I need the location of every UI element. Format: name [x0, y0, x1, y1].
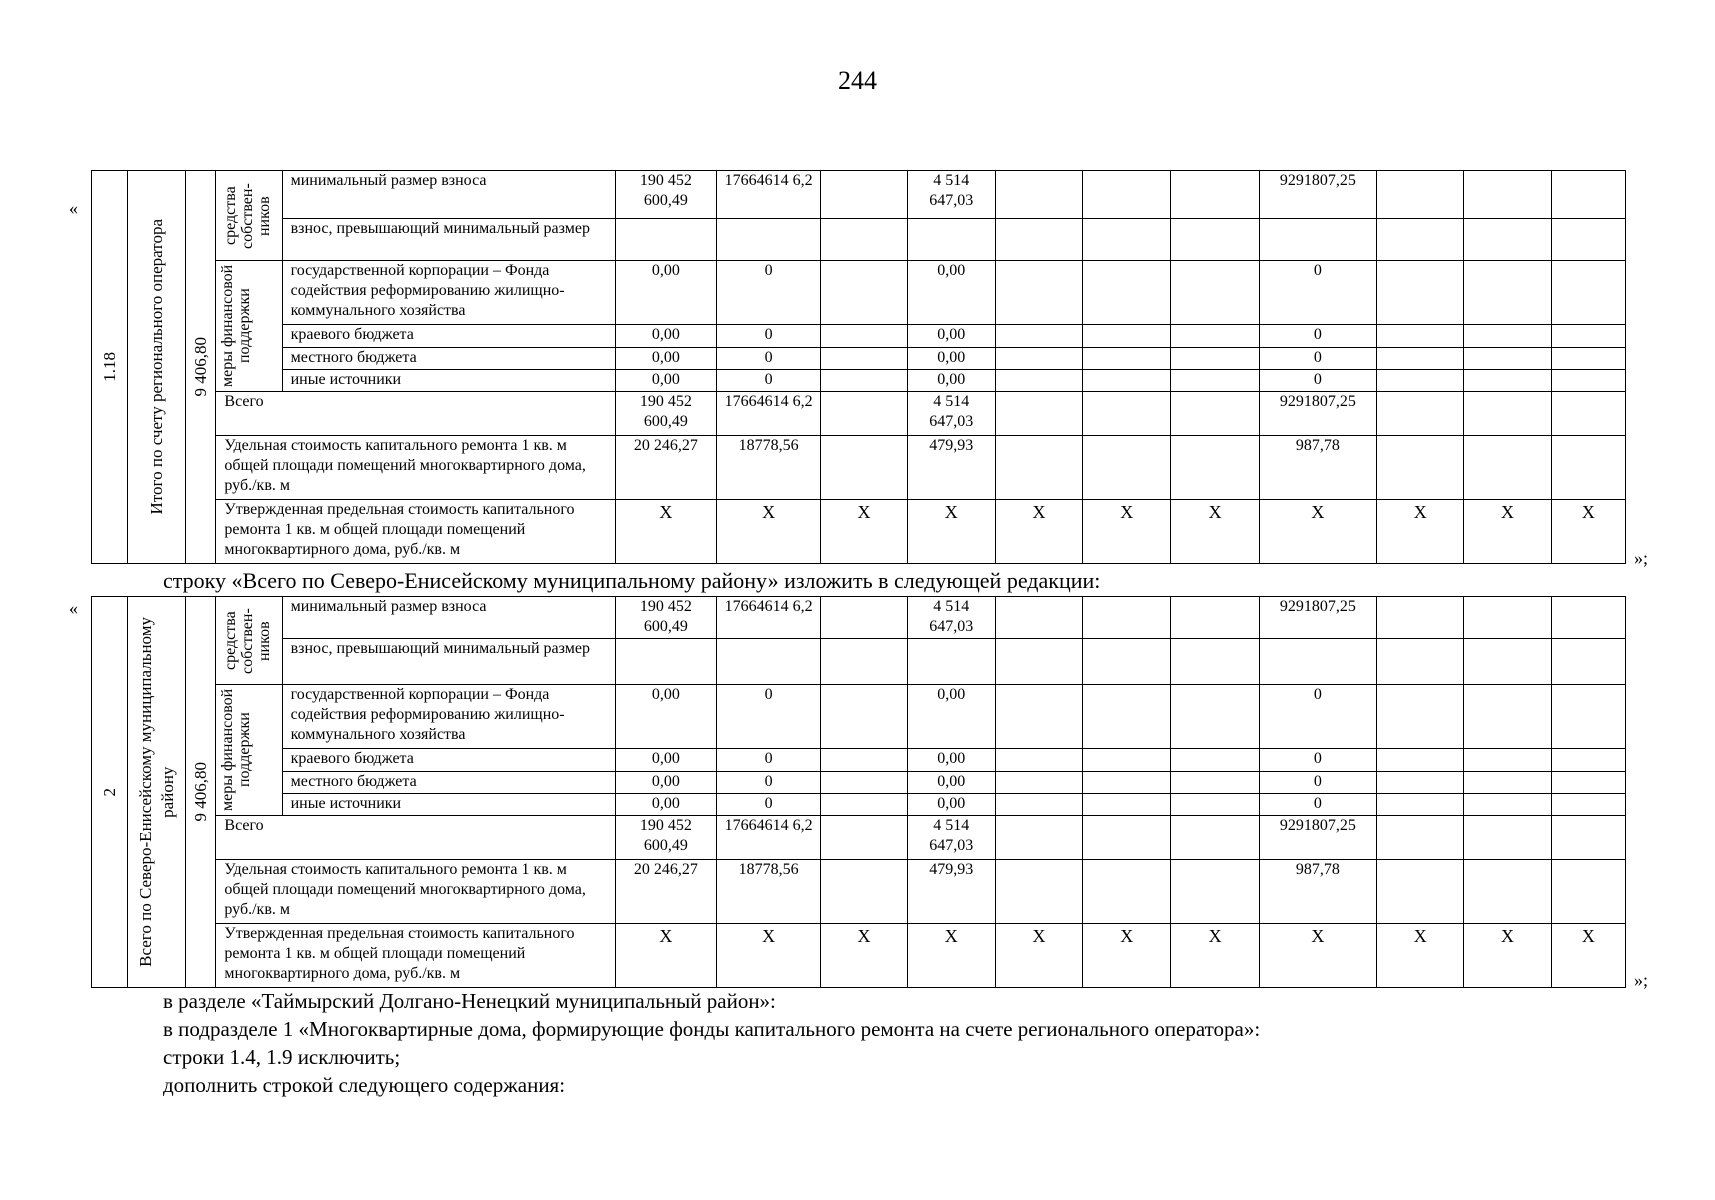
- x-cell: Х: [821, 500, 907, 564]
- label-total: Всего: [216, 392, 615, 436]
- cell: 17664614 6,2: [717, 816, 821, 860]
- cell: [1464, 749, 1551, 771]
- label-limit: Утвержденная предельная стоимость капитального ремонта 1 кв. м общей площади помещений многоквартирного дома, руб./кв. м: [216, 924, 615, 988]
- cell: [1464, 597, 1551, 639]
- cell: [1083, 325, 1171, 347]
- cell: [717, 219, 821, 261]
- cell: [1083, 816, 1171, 860]
- cell: [1083, 749, 1171, 771]
- cell: [1171, 325, 1259, 347]
- cell: 18778,56: [717, 860, 821, 924]
- cell: [1171, 436, 1259, 500]
- cell: 0: [717, 347, 821, 369]
- row-number: 1.18: [99, 352, 119, 382]
- cell: [1551, 749, 1625, 771]
- cell: [1083, 436, 1171, 500]
- label-total: Всего: [216, 816, 615, 860]
- cell: [1464, 685, 1551, 749]
- cell: [1551, 597, 1625, 639]
- cell: [821, 860, 907, 924]
- support-group-cell: [216, 685, 282, 816]
- cell: 987,78: [1259, 860, 1376, 924]
- cell: [1377, 597, 1464, 639]
- cell: [1171, 860, 1259, 924]
- x-cell: Х: [1083, 924, 1171, 988]
- cell: [1377, 392, 1464, 436]
- cell: 0: [1259, 749, 1376, 771]
- x-cell: Х: [1083, 500, 1171, 564]
- cell: [1377, 171, 1464, 219]
- cell: [1171, 369, 1259, 391]
- cell: 0,00: [907, 793, 995, 815]
- cell: [1377, 771, 1464, 793]
- cell: 0,00: [615, 685, 716, 749]
- cell: [1464, 771, 1551, 793]
- cell: [1377, 685, 1464, 749]
- cell: [995, 171, 1082, 219]
- cell: [1171, 771, 1259, 793]
- x-cell: Х: [717, 500, 821, 564]
- paragraph-3: строки 1.4, 1.9 исключить;: [163, 1045, 401, 1069]
- row-name-cell: [128, 171, 186, 564]
- cell: [1171, 793, 1259, 815]
- cell: 9291807,25: [1259, 171, 1376, 219]
- cell: [1377, 436, 1464, 500]
- cell: [995, 860, 1082, 924]
- cell: 4 514 647,03: [907, 816, 995, 860]
- cell: [821, 325, 907, 347]
- row-number-cell: [92, 171, 128, 564]
- cell: 9291807,25: [1259, 816, 1376, 860]
- row-number: 2: [99, 787, 119, 797]
- cell: 0,00: [615, 369, 716, 391]
- cell: [1551, 325, 1625, 347]
- cell: [1377, 749, 1464, 771]
- x-cell: Х: [1377, 500, 1464, 564]
- cell: [1551, 860, 1625, 924]
- cell: 0: [717, 369, 821, 391]
- cell: 0,00: [615, 771, 716, 793]
- page-number: 244: [838, 66, 877, 95]
- cell: [821, 749, 907, 771]
- cell: [821, 392, 907, 436]
- cell: 0: [1259, 793, 1376, 815]
- cell: [1083, 171, 1171, 219]
- cell: 20 246,27: [615, 436, 716, 500]
- cell: [821, 171, 907, 219]
- x-cell: Х: [1551, 924, 1625, 988]
- label-mest: местного бюджета: [282, 771, 615, 793]
- area-value: 9 406,80: [190, 762, 210, 822]
- cell: 0,00: [615, 749, 716, 771]
- support-group-label: меры финансовой поддержки: [218, 688, 253, 812]
- area-cell: [186, 597, 216, 988]
- row-name-line2: району: [157, 766, 177, 818]
- cell: [1377, 816, 1464, 860]
- cell: [615, 219, 716, 261]
- x-cell: Х: [1259, 500, 1376, 564]
- cell: 479,93: [907, 860, 995, 924]
- cell: [995, 261, 1082, 325]
- cell: 4 514 647,03: [907, 597, 995, 639]
- cell: [1259, 219, 1376, 261]
- x-cell: Х: [821, 924, 907, 988]
- cell: 18778,56: [717, 436, 821, 500]
- open-quote-1: «: [69, 198, 78, 218]
- cell: [995, 436, 1082, 500]
- cell: [995, 639, 1082, 685]
- cell: 0,00: [615, 793, 716, 815]
- cell: [995, 369, 1082, 391]
- cell: [1083, 860, 1171, 924]
- row-number-cell: [92, 597, 128, 988]
- cell: [1083, 597, 1171, 639]
- cell: [995, 685, 1082, 749]
- cell: [1171, 347, 1259, 369]
- cell: [821, 816, 907, 860]
- cell: 4 514 647,03: [907, 392, 995, 436]
- cell: [821, 347, 907, 369]
- cell: [907, 219, 995, 261]
- paragraph-1: в разделе «Таймырский Долгано-Ненецкий муниципальный район»:: [163, 989, 776, 1013]
- area-cell: [186, 171, 216, 564]
- cell: [1464, 816, 1551, 860]
- cell: [1083, 219, 1171, 261]
- cell: 0,00: [615, 347, 716, 369]
- cell: [1464, 392, 1551, 436]
- cell: [821, 369, 907, 391]
- cell: [995, 325, 1082, 347]
- cell: [1083, 347, 1171, 369]
- row-name: Итого по счету регионального оператора: [146, 219, 166, 515]
- cell: 190 452 600,49: [615, 171, 716, 219]
- cell: 0: [717, 325, 821, 347]
- table-row-2: [91, 596, 1626, 988]
- cell: [1171, 392, 1259, 436]
- cell: [1083, 369, 1171, 391]
- cell: [1551, 436, 1625, 500]
- cell: [995, 793, 1082, 815]
- x-cell: Х: [615, 500, 716, 564]
- cell: 0: [1259, 261, 1376, 325]
- cell: 0,00: [907, 685, 995, 749]
- cell: [995, 392, 1082, 436]
- cell: [1171, 639, 1259, 685]
- x-cell: Х: [1171, 924, 1259, 988]
- x-cell: Х: [1551, 500, 1625, 564]
- cell: [1171, 685, 1259, 749]
- x-cell: Х: [1464, 924, 1551, 988]
- cell: [1377, 369, 1464, 391]
- cell: 4 514 647,03: [907, 171, 995, 219]
- cell: [1464, 261, 1551, 325]
- cell: [1551, 171, 1625, 219]
- x-cell: Х: [1171, 500, 1259, 564]
- label-over: взнос, превышающий минимальный размер: [282, 219, 615, 261]
- x-cell: Х: [995, 500, 1082, 564]
- cell: [821, 639, 907, 685]
- cell: [1551, 392, 1625, 436]
- cell: 0,00: [615, 325, 716, 347]
- label-min: минимальный размер взноса: [282, 171, 615, 219]
- cell: [1551, 261, 1625, 325]
- table-row-1-18: [91, 170, 1626, 564]
- cell: 20 246,27: [615, 860, 716, 924]
- x-cell: Х: [995, 924, 1082, 988]
- cell: [1464, 325, 1551, 347]
- cell: [1464, 369, 1551, 391]
- cell: 0,00: [907, 325, 995, 347]
- cell: [821, 685, 907, 749]
- x-cell: Х: [1377, 924, 1464, 988]
- cell: [821, 793, 907, 815]
- owners-group-label: средства собствен-ников: [221, 607, 273, 674]
- cell: [1083, 793, 1171, 815]
- cell: [1171, 261, 1259, 325]
- cell: 9291807,25: [1259, 392, 1376, 436]
- cell: 0,00: [907, 369, 995, 391]
- cell: 0: [717, 749, 821, 771]
- cell: [1551, 369, 1625, 391]
- x-cell: Х: [907, 500, 995, 564]
- cell: [1171, 749, 1259, 771]
- label-unit: Удельная стоимость капитального ремонта 1 кв. м общей площади помещений многоквартирного дома, руб./кв. м: [216, 860, 615, 924]
- label-kray: краевого бюджета: [282, 325, 615, 347]
- cell: 0,00: [907, 347, 995, 369]
- cell: [821, 771, 907, 793]
- cell: 0: [1259, 771, 1376, 793]
- cell: 0: [1259, 347, 1376, 369]
- x-cell: Х: [615, 924, 716, 988]
- cell: [1083, 261, 1171, 325]
- cell: [1377, 347, 1464, 369]
- cell: [995, 347, 1082, 369]
- cell: [995, 749, 1082, 771]
- cell: [1171, 816, 1259, 860]
- cell: [1551, 639, 1625, 685]
- x-cell: Х: [1259, 924, 1376, 988]
- cell: [1377, 639, 1464, 685]
- row-name-line1: Всего по Северо-Енисейскому муниципальному: [135, 617, 155, 967]
- x-cell: Х: [1464, 500, 1551, 564]
- cell: 0,00: [907, 771, 995, 793]
- cell: [1464, 436, 1551, 500]
- cell: [1083, 771, 1171, 793]
- cell: [821, 261, 907, 325]
- label-other: иные источники: [282, 793, 615, 815]
- paragraph-4: дополнить строкой следующего содержания:: [163, 1073, 566, 1097]
- cell: 0: [717, 261, 821, 325]
- cell: [995, 771, 1082, 793]
- label-mest: местного бюджета: [282, 347, 615, 369]
- owners-group-cell: [216, 171, 282, 261]
- cell: [821, 436, 907, 500]
- label-kray: краевого бюджета: [282, 749, 615, 771]
- cell: [1551, 219, 1625, 261]
- cell: [1464, 219, 1551, 261]
- cell: [1464, 639, 1551, 685]
- x-cell: Х: [907, 924, 995, 988]
- cell: [907, 639, 995, 685]
- cell: [821, 597, 907, 639]
- cell: [1464, 860, 1551, 924]
- cell: 0: [1259, 685, 1376, 749]
- cell: 0: [717, 771, 821, 793]
- cell: [1551, 816, 1625, 860]
- owners-group-label: средства собствен-ников: [221, 182, 273, 249]
- support-group-cell: [216, 261, 282, 392]
- cell: [821, 219, 907, 261]
- label-min: минимальный размер взноса: [282, 597, 615, 639]
- cell: 17664614 6,2: [717, 597, 821, 639]
- label-over: взнос, превышающий минимальный размер: [282, 639, 615, 685]
- cell: [1259, 639, 1376, 685]
- support-group-label: меры финансовой поддержки: [218, 264, 253, 388]
- cell: 9291807,25: [1259, 597, 1376, 639]
- label-limit: Утвержденная предельная стоимость капитального ремонта 1 кв. м общей площади помещений многоквартирного дома, руб./кв. м: [216, 500, 615, 564]
- cell: [1171, 219, 1259, 261]
- cell: [1377, 860, 1464, 924]
- cell: 0: [1259, 369, 1376, 391]
- open-quote-2: «: [69, 598, 78, 618]
- cell: 17664614 6,2: [717, 171, 821, 219]
- cell: [995, 219, 1082, 261]
- cell: [1083, 639, 1171, 685]
- label-unit: Удельная стоимость капитального ремонта 1 кв. м общей площади помещений многоквартирного дома, руб./кв. м: [216, 436, 615, 500]
- cell: 0: [1259, 325, 1376, 347]
- cell: 190 452 600,49: [615, 597, 716, 639]
- cell: [1551, 771, 1625, 793]
- cell: 17664614 6,2: [717, 392, 821, 436]
- cell: 190 452 600,49: [615, 816, 716, 860]
- cell: 0: [717, 685, 821, 749]
- cell: [1377, 261, 1464, 325]
- cell: 0,00: [615, 261, 716, 325]
- cell: [1083, 392, 1171, 436]
- cell: [615, 639, 716, 685]
- label-gk: государственной корпорации – Фонда содействия реформированию жилищно-коммунального хозяйства: [282, 261, 615, 325]
- caption: строку «Всего по Северо-Енисейскому муниципальному району» изложить в следующей редакции:: [163, 568, 1101, 593]
- cell: [1377, 793, 1464, 815]
- cell: [1377, 219, 1464, 261]
- cell: [1464, 347, 1551, 369]
- cell: [1171, 171, 1259, 219]
- cell: [995, 816, 1082, 860]
- cell: 479,93: [907, 436, 995, 500]
- cell: 190 452 600,49: [615, 392, 716, 436]
- label-gk: государственной корпорации – Фонда содействия реформированию жилищно-коммунального хозяйства: [282, 685, 615, 749]
- area-value: 9 406,80: [190, 337, 210, 397]
- row-name-cell: [128, 597, 186, 988]
- cell: [717, 639, 821, 685]
- x-cell: Х: [717, 924, 821, 988]
- close-quote-2: »;: [1634, 970, 1649, 990]
- cell: 0: [717, 793, 821, 815]
- cell: [1083, 685, 1171, 749]
- owners-group-cell: [216, 597, 282, 685]
- close-quote-1: »;: [1634, 548, 1649, 568]
- cell: [1377, 325, 1464, 347]
- paragraph-2: в подразделе 1 «Многоквартирные дома, формирующие фонды капитального ремонта на счете регионального оператора»:: [163, 1017, 1261, 1041]
- cell: [1551, 685, 1625, 749]
- cell: [1551, 793, 1625, 815]
- cell: [1464, 793, 1551, 815]
- cell: 0,00: [907, 261, 995, 325]
- cell: [1171, 597, 1259, 639]
- label-other: иные источники: [282, 369, 615, 391]
- cell: [1551, 347, 1625, 369]
- cell: [1464, 171, 1551, 219]
- cell: 0,00: [907, 749, 995, 771]
- cell: [995, 597, 1082, 639]
- cell: 987,78: [1259, 436, 1376, 500]
